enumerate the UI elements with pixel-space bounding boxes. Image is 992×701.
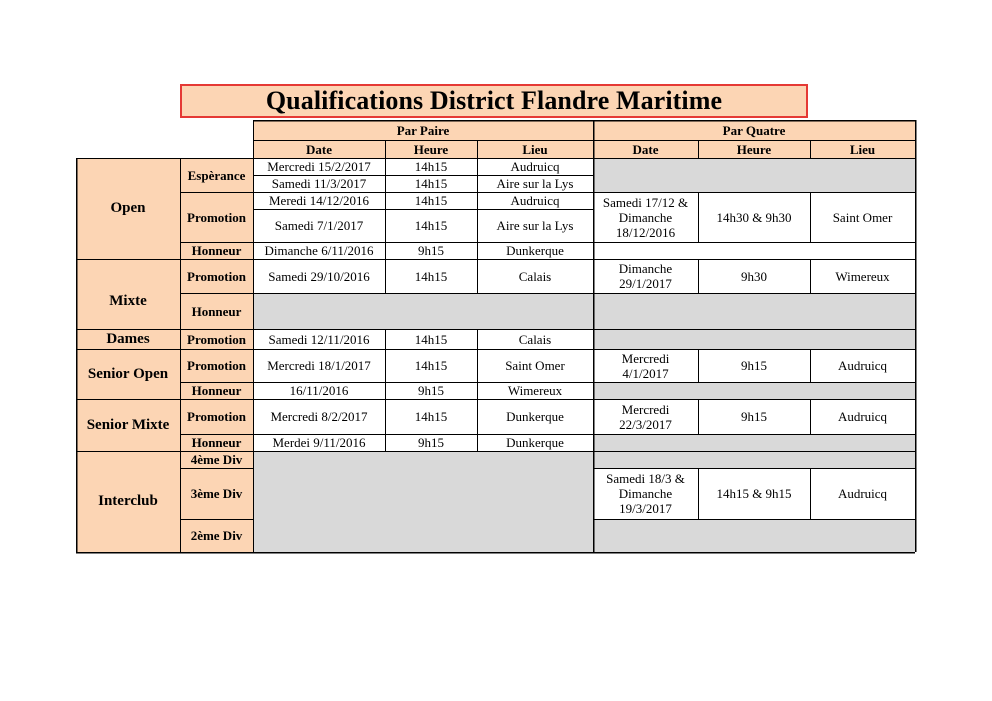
quatre-date-line: Dimanche: [618, 209, 673, 225]
level-dames-promotion: Promotion: [187, 331, 246, 347]
level-senior-mixte-promotion: Promotion: [187, 409, 246, 424]
quatre-date-line: 19/3/2017: [619, 501, 672, 516]
paire-date: Samedi 11/3/2017: [271, 176, 367, 191]
paire-lieu: Aire sur la Lys: [496, 218, 574, 233]
level-mixte-honneur: Honneur: [191, 303, 242, 319]
level-interclub-div3: 3ème Div: [190, 486, 243, 501]
quatre-lieu: Saint Omer: [832, 209, 893, 225]
paire-heure: 14h15: [414, 218, 448, 233]
level-senior-mixte-honneur: Honneur: [191, 435, 242, 450]
category-mixte: Mixte: [109, 292, 147, 309]
quatre-heure: 14h30 & 9h30: [716, 209, 792, 225]
paire-heure: 14h15: [414, 268, 448, 284]
quatre-lieu: Wimereux: [835, 268, 890, 284]
paire-heure: 14h15: [414, 176, 448, 191]
quatre-date-line: 22/3/2017: [619, 416, 672, 432]
quatre-heure: 9h30: [741, 268, 767, 284]
paire-lieu: Dunkerque: [506, 435, 564, 450]
quatre-date: [593, 349, 698, 382]
quatre-date: [593, 468, 698, 519]
paire-lieu: Dunkerque: [506, 409, 564, 424]
col-header-quatre-date: Date: [632, 141, 659, 157]
level-senior-open-promotion: Promotion: [187, 358, 246, 373]
paire-date: Mercredi 18/1/2017: [267, 358, 371, 373]
quatre-date: [593, 259, 698, 293]
paire-date: Samedi 12/11/2016: [268, 331, 370, 347]
quatre-date-line: Dimanche: [618, 486, 673, 501]
paire-date: Samedi 29/10/2016: [268, 268, 370, 284]
quatre-date-line: Samedi 18/3 &: [606, 471, 685, 486]
category-interclub: Interclub: [98, 493, 158, 509]
quatre-date-line: Dimanche: [618, 261, 673, 276]
quatre-heure: 9h15: [741, 358, 767, 373]
level-open-promotion: Promotion: [187, 209, 246, 225]
quatre-date-line: Samedi 17/12 &: [602, 194, 689, 210]
paire-date: Merdei 9/11/2016: [272, 435, 366, 450]
paire-heure: 9h15: [418, 435, 444, 450]
level-interclub-div4: 4ème Div: [190, 452, 243, 467]
level-senior-open-honneur: Honneur: [191, 383, 242, 398]
category-open: Open: [110, 200, 146, 216]
paire-date: Mercredi 15/2/2017: [267, 159, 371, 174]
paire-heure: 14h15: [414, 358, 448, 373]
quatre-date-line: Mercredi: [621, 350, 670, 366]
quatre-heure: 14h15 & 9h15: [716, 486, 792, 501]
quatre-heure: 9h15: [741, 409, 767, 424]
paire-date: Mercredi 8/2/2017: [270, 409, 368, 424]
paire-lieu: Saint Omer: [505, 358, 565, 373]
paire-lieu: Wimereux: [507, 383, 563, 398]
paire-lieu: Audruicq: [510, 193, 560, 208]
category-dames: Dames: [106, 330, 150, 347]
title-text: Qualifications District Flandre Maritime: [265, 86, 723, 115]
quatre-lieu: Audruicq: [837, 358, 888, 373]
paire-lieu: Audruicq: [510, 159, 560, 174]
category-senior-open: Senior Open: [87, 365, 169, 382]
col-header-paire-heure: Heure: [413, 141, 449, 157]
paire-lieu: Dunkerque: [506, 243, 564, 258]
paire-lieu: Calais: [518, 268, 552, 284]
group-header-paire: Par Paire: [396, 123, 450, 138]
quatre-date-line: 18/12/2016: [615, 224, 676, 240]
paire-heure: 9h15: [418, 383, 444, 398]
group-header-quatre: Par Quatre: [722, 123, 786, 138]
level-open-esperance: Espèrance: [187, 167, 246, 183]
paire-date: Meredi 14/12/2016: [268, 193, 369, 208]
paire-heure: 9h15: [418, 243, 444, 258]
col-header-paire-lieu: Lieu: [522, 141, 548, 157]
quatre-date-line: 4/1/2017: [622, 365, 669, 381]
paire-lieu: Aire sur la Lys: [496, 176, 574, 191]
quatre-date-line: 29/1/2017: [619, 276, 672, 291]
paire-heure: 14h15: [414, 193, 448, 208]
category-senior-mixte: Senior Mixte: [86, 416, 170, 433]
quatre-lieu: Audruicq: [837, 409, 888, 424]
paire-heure: 14h15: [414, 159, 448, 174]
paire-date: Samedi 7/1/2017: [274, 218, 364, 233]
level-interclub-div2: 2ème Div: [190, 528, 243, 543]
col-header-paire-date: Date: [306, 141, 332, 157]
quatre-date: [593, 192, 698, 242]
level-open-honneur: Honneur: [191, 243, 242, 258]
col-header-quatre-lieu: Lieu: [849, 141, 876, 157]
level-mixte-promotion: Promotion: [187, 268, 246, 284]
paire-lieu: Calais: [518, 331, 552, 347]
quatre-date-line: Mercredi: [621, 401, 670, 417]
col-header-quatre-heure: Heure: [736, 141, 772, 157]
paire-heure: 14h15: [414, 409, 448, 424]
paire-date: 16/11/2016: [289, 383, 349, 398]
quatre-lieu: Audruicq: [837, 486, 888, 501]
quatre-date: [593, 399, 698, 434]
paire-date: Dimanche 6/11/2016: [264, 243, 374, 258]
paire-heure: 14h15: [414, 331, 448, 347]
